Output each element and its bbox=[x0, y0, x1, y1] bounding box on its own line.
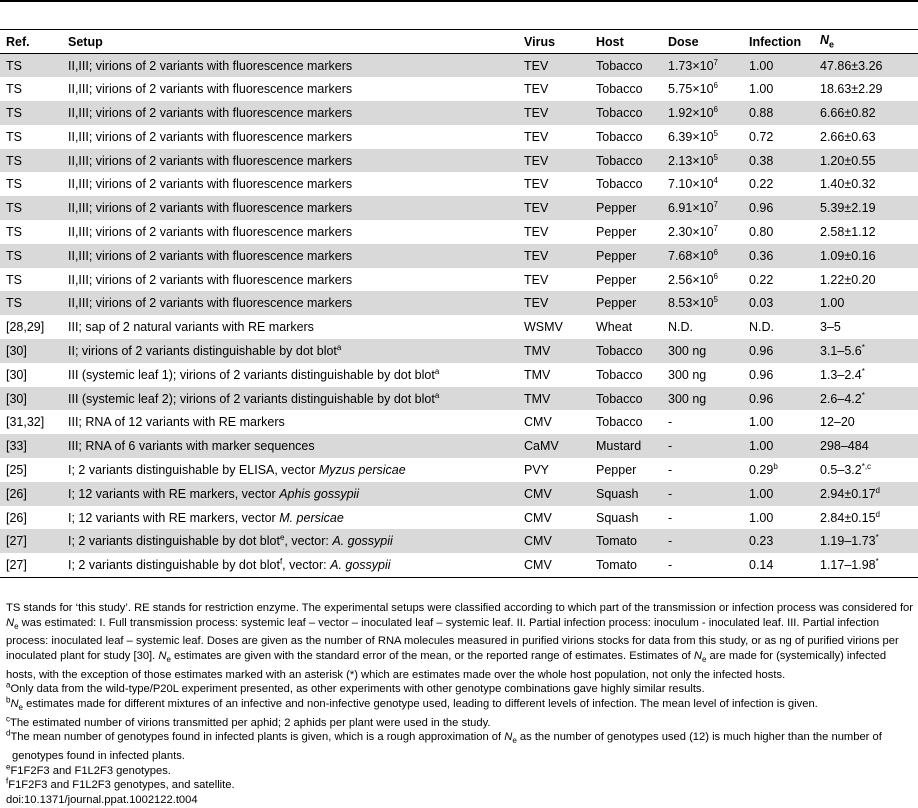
cell-dose: $7.68\times 10^6$ bbox=[668, 247, 718, 263]
cell-setup: III; sap of 2 natural variants with RE markers bbox=[68, 320, 314, 335]
footnote-e: $^e$F1F2F3 and F1L2F3 genotypes. bbox=[6, 762, 171, 777]
cell-ref: TS bbox=[6, 224, 22, 239]
cell-ref: [26] bbox=[6, 486, 27, 501]
cell-ne: 2.94±0.17$^d$ bbox=[820, 485, 880, 501]
cell-ne: 2.66±0.63 bbox=[820, 129, 876, 144]
cell-virus: TMV bbox=[524, 367, 551, 382]
cell-dose: $2.56\times 10^6$ bbox=[668, 271, 718, 287]
cell-dose: - bbox=[668, 510, 673, 525]
cell-host: Tobacco bbox=[596, 129, 643, 144]
cell-infection: 0.22 bbox=[749, 272, 774, 287]
cell-infection: 1.00 bbox=[749, 82, 774, 97]
cell-virus: WSMV bbox=[524, 320, 563, 335]
cell-host: Pepper bbox=[596, 272, 637, 287]
table-row bbox=[0, 363, 918, 387]
cell-setup: II,III; virions of 2 variants with fluorescence markers bbox=[68, 272, 353, 287]
cell-ref: [31,32] bbox=[6, 415, 45, 430]
table-row bbox=[0, 77, 918, 101]
cell-ref: TS bbox=[6, 82, 22, 97]
cell-ref: [27] bbox=[0, 553, 62, 577]
cell-virus: TMV bbox=[524, 343, 551, 358]
cell-infection: 0.29$^b$ bbox=[749, 461, 778, 477]
cell-infection: 0.80 bbox=[749, 224, 774, 239]
cell-infection: 0.96 bbox=[749, 343, 774, 358]
table-footnotes bbox=[6, 601, 914, 808]
cell-ref: [27] bbox=[6, 534, 27, 549]
cell-ne: 47.86±3.26 bbox=[820, 58, 883, 73]
cell-infection: 0.96 bbox=[749, 391, 774, 406]
cell-virus: TEV bbox=[524, 58, 549, 73]
table-row bbox=[0, 482, 918, 506]
cell-ne: 3–5 bbox=[820, 320, 841, 335]
cell-dose: $8.53\times 10^5$ bbox=[668, 295, 718, 311]
cell-setup: II,III; virions of 2 variants with fluorescence markers bbox=[68, 248, 353, 263]
cell-dose: 300 ng bbox=[668, 343, 707, 358]
cell-ne: 2.6–4.2* bbox=[820, 390, 865, 406]
cell-virus: TEV bbox=[524, 153, 549, 168]
footnote-main: TS stands for ‘this study’. RE stands for restriction enzyme. The experimental setups were classified according to which part of the transmission or infection process was considered for $N_e$ was estimated: I. Full transmission process: systemic leaf – vector – inoculated leaf – systemic leaf. II. Partial infection process: inoculum - inoculated leaf. III. Partial infection process: inoculated leaf – systemic leaf. Doses are given as the number of RNA molecules measured in purified virions stocks for data from this study, or as ng of purified virions per inoculated plant for study [30]. $N_e$ estimates are given with the standard error of the mean, or the reported range of estimates. Estimates of $N_e$ are made for (systemically) infected hosts, with the exception of those estimates marked with an asterisk (*) which are estimates made over the whole host population, not only the infected hosts. bbox=[6, 602, 914, 681]
cell-host: Tobacco bbox=[596, 177, 643, 192]
cell-ref: TS bbox=[6, 201, 22, 216]
cell-setup: II,III; virions of 2 variants with fluorescence markers bbox=[68, 58, 353, 73]
cell-infection: 1.00 bbox=[749, 58, 774, 73]
header-setup: Setup bbox=[62, 30, 518, 54]
cell-ref: TS bbox=[6, 129, 22, 144]
header-infection: Infection bbox=[743, 30, 814, 54]
cell-ne: 3.1–5.6* bbox=[820, 342, 865, 358]
cell-setup: I; 12 variants with RE markers, vector M. persicae bbox=[68, 510, 344, 525]
cell-infection: 0.36 bbox=[749, 248, 774, 263]
table-row bbox=[0, 125, 918, 149]
table-row bbox=[0, 458, 918, 482]
cell-dose: $2.30\times 10^7$ bbox=[668, 223, 718, 239]
table-row bbox=[0, 410, 918, 434]
table-row bbox=[0, 315, 918, 339]
cell-infection: 0.23 bbox=[749, 534, 774, 549]
cell-setup: III (systemic leaf 2); virions of 2 variants distinguishable by dot blot$^a$ bbox=[68, 390, 440, 406]
cell-setup: II,III; virions of 2 variants with fluorescence markers bbox=[68, 82, 353, 97]
cell-ref: [30] bbox=[6, 391, 27, 406]
cell-dose: $7.10\times 10^4$ bbox=[668, 176, 718, 192]
cell-virus: TEV bbox=[524, 82, 549, 97]
cell-setup: I; 2 variants distinguishable by dot blot$^f$, vector: A. gossypii bbox=[62, 553, 518, 577]
cell-host: Pepper bbox=[596, 296, 637, 311]
cell-ne: 1.17–1.98* bbox=[814, 553, 918, 577]
cell-virus: CMV bbox=[518, 553, 590, 577]
cell-setup: III (systemic leaf 1); virions of 2 variants distinguishable by dot blot$^a$ bbox=[68, 366, 440, 382]
table-row bbox=[0, 220, 918, 244]
cell-dose: $1.73\times 10^7$ bbox=[668, 57, 718, 73]
table-row bbox=[0, 268, 918, 292]
cell-infection: 0.96 bbox=[749, 367, 774, 382]
cell-dose: $1.92\times 10^6$ bbox=[668, 104, 718, 120]
cell-ne: 18.63±2.29 bbox=[820, 82, 883, 97]
table-row bbox=[0, 506, 918, 530]
cell-host: Tobacco bbox=[596, 153, 643, 168]
footnote-a: $^a$Only data from the wild-type/P20L experiment presented, as other experiments with other genotype combinations gave highly similar results. bbox=[6, 680, 705, 696]
cell-ne: 1.3–2.4* bbox=[820, 366, 865, 382]
header-ne: $N_e$ bbox=[814, 30, 918, 54]
cell-setup: III; RNA of 6 variants with marker sequences bbox=[68, 439, 315, 454]
cell-setup: I; 2 variants distinguishable by dot blot$^e$, vector: A. gossypii bbox=[68, 533, 393, 549]
cell-infection: 1.00 bbox=[749, 486, 774, 501]
cell-host: Tobacco bbox=[596, 58, 643, 73]
cell-setup: II,III; virions of 2 variants with fluorescence markers bbox=[68, 224, 353, 239]
footnote-c: $^c$The estimated number of virions transmitted per aphid; 2 aphids per plant were used in the study. bbox=[6, 714, 491, 729]
cell-host: Pepper bbox=[596, 201, 637, 216]
table-body bbox=[0, 54, 918, 578]
cell-virus: CMV bbox=[524, 486, 552, 501]
cell-ref: TS bbox=[6, 105, 22, 120]
cell-host: Tomato bbox=[596, 534, 637, 549]
cell-infection: 0.38 bbox=[749, 153, 774, 168]
table-row bbox=[0, 339, 918, 363]
table-row bbox=[0, 244, 918, 268]
cell-infection: 0.22 bbox=[749, 177, 774, 192]
cell-virus: CMV bbox=[524, 510, 552, 525]
footnote-b: $^bN_e$ estimates made for different mixtures of an infective and non-infective genotype used, leading to different levels of infection. The mean level of infection is given. bbox=[6, 695, 818, 713]
cell-dose: 300 ng bbox=[668, 367, 707, 382]
cell-dose: - bbox=[668, 534, 673, 549]
cell-dose: - bbox=[668, 439, 673, 454]
cell-ref: [33] bbox=[6, 439, 27, 454]
cell-dose: $6.91\times 10^7$ bbox=[668, 200, 718, 216]
cell-ne: $0.5-3.2^{*,c}$ bbox=[820, 461, 872, 477]
cell-ref: TS bbox=[6, 58, 22, 73]
cell-ref: TS bbox=[6, 248, 22, 263]
cell-virus: CaMV bbox=[524, 439, 559, 454]
cell-host: Tobacco bbox=[596, 82, 643, 97]
table-row bbox=[0, 196, 918, 220]
table-header-row bbox=[0, 30, 918, 54]
cell-ne: 1.00 bbox=[820, 296, 845, 311]
cell-setup: I; 12 variants with RE markers, vector Aphis gossypii bbox=[68, 486, 360, 501]
cell-host: Tobacco bbox=[596, 367, 643, 382]
cell-virus: PVY bbox=[524, 462, 550, 477]
cell-host: Squash bbox=[596, 510, 639, 525]
table-row bbox=[0, 54, 918, 78]
cell-ne: 2.84±0.15$^d$ bbox=[820, 509, 880, 525]
cell-infection: 1.00 bbox=[749, 415, 774, 430]
cell-host: Pepper bbox=[596, 224, 637, 239]
cell-ne: 12–20 bbox=[820, 415, 855, 430]
cell-setup: II,III; virions of 2 variants with fluorescence markers bbox=[68, 129, 353, 144]
cell-host: Tomato bbox=[590, 553, 662, 577]
ne-estimates-table bbox=[0, 29, 918, 578]
cell-infection: 0.88 bbox=[749, 105, 774, 120]
cell-dose: $6.39\times 10^5$ bbox=[668, 128, 718, 144]
cell-ref: [30] bbox=[6, 343, 27, 358]
cell-setup: II,III; virions of 2 variants with fluorescence markers bbox=[68, 201, 353, 216]
cell-virus: CMV bbox=[524, 415, 552, 430]
cell-infection: 1.00 bbox=[749, 439, 774, 454]
cell-infection: N.D. bbox=[749, 320, 774, 335]
cell-virus: TEV bbox=[524, 177, 549, 192]
table-row bbox=[0, 172, 918, 196]
header-ref: Ref. bbox=[0, 30, 62, 54]
cell-dose: N.D. bbox=[668, 320, 693, 335]
cell-dose: $2.13\times 10^5$ bbox=[668, 152, 718, 168]
cell-setup: III; RNA of 12 variants with RE markers bbox=[68, 415, 285, 430]
cell-host: Pepper bbox=[596, 248, 637, 263]
top-rule bbox=[0, 0, 918, 2]
cell-virus: TEV bbox=[524, 105, 549, 120]
cell-setup: II; virions of 2 variants distinguishable by dot blot$^a$ bbox=[68, 342, 342, 358]
cell-ref: [28,29] bbox=[6, 320, 45, 335]
cell-ne: 1.20±0.55 bbox=[820, 153, 876, 168]
table-row bbox=[0, 101, 918, 125]
cell-setup: II,III; virions of 2 variants with fluorescence markers bbox=[68, 105, 353, 120]
cell-host: Pepper bbox=[596, 462, 637, 477]
cell-host: Mustard bbox=[596, 439, 642, 454]
cell-virus: TEV bbox=[524, 201, 549, 216]
table-row bbox=[0, 149, 918, 173]
cell-infection: 1.00 bbox=[749, 510, 774, 525]
cell-virus: TMV bbox=[524, 391, 551, 406]
cell-ne: 5.39±2.19 bbox=[820, 201, 876, 216]
table-row bbox=[0, 553, 918, 577]
cell-host: Tobacco bbox=[596, 415, 643, 430]
cell-host: Tobacco bbox=[596, 343, 643, 358]
header-dose: Dose bbox=[662, 30, 743, 54]
cell-virus: CMV bbox=[524, 534, 552, 549]
cell-ref: TS bbox=[6, 296, 22, 311]
cell-setup: II,III; virions of 2 variants with fluorescence markers bbox=[68, 296, 353, 311]
cell-dose: $5.75\times 10^6$ bbox=[668, 81, 718, 97]
cell-host: Tobacco bbox=[596, 105, 643, 120]
header-virus: Virus bbox=[518, 30, 590, 54]
cell-ne: 1.40±0.32 bbox=[820, 177, 876, 192]
cell-setup: II,III; virions of 2 variants with fluorescence markers bbox=[68, 153, 353, 168]
cell-setup: I; 2 variants distinguishable by ELISA, vector Myzus persicae bbox=[68, 462, 406, 477]
cell-ne: 1.19–1.73* bbox=[820, 533, 879, 549]
cell-dose: - bbox=[668, 415, 673, 430]
cell-infection: 0.03 bbox=[749, 296, 774, 311]
table-row bbox=[0, 529, 918, 553]
footnote-f: $^f$F1F2F3 and F1L2F3 genotypes, and satellite. bbox=[6, 776, 235, 792]
footnote-d: $^d$The mean number of genotypes found in infected plants is given, which is a rough approximation of $N_e$ as the number of genotypes used (12) is much higher than the number of genotypes found in infected plants. bbox=[6, 728, 882, 763]
doi-label: doi:10.1371/journal.ppat.1002122.t004 bbox=[6, 794, 198, 807]
table-row bbox=[0, 291, 918, 315]
cell-dose: - bbox=[662, 553, 743, 577]
cell-ref: [30] bbox=[6, 367, 27, 382]
table-row bbox=[0, 387, 918, 411]
cell-ref: [25] bbox=[6, 462, 27, 477]
cell-ne: 298–484 bbox=[820, 439, 869, 454]
cell-host: Tobacco bbox=[596, 391, 643, 406]
cell-virus: TEV bbox=[524, 248, 549, 263]
cell-infection: 0.14 bbox=[743, 553, 814, 577]
table-row bbox=[0, 434, 918, 458]
cell-virus: TEV bbox=[524, 129, 549, 144]
cell-host: Wheat bbox=[596, 320, 633, 335]
cell-ne: 1.09±0.16 bbox=[820, 248, 876, 263]
cell-ne: 2.58±1.12 bbox=[820, 224, 876, 239]
cell-virus: TEV bbox=[524, 296, 549, 311]
cell-ref: TS bbox=[6, 177, 22, 192]
cell-dose: - bbox=[668, 462, 673, 477]
cell-setup: II,III; virions of 2 variants with fluorescence markers bbox=[68, 177, 353, 192]
cell-infection: 0.96 bbox=[749, 201, 774, 216]
cell-host: Squash bbox=[596, 486, 639, 501]
cell-virus: TEV bbox=[524, 272, 549, 287]
cell-dose: 300 ng bbox=[668, 391, 707, 406]
cell-ne: 6.66±0.82 bbox=[820, 105, 876, 120]
cell-ne: 1.22±0.20 bbox=[820, 272, 876, 287]
cell-infection: 0.72 bbox=[749, 129, 774, 144]
cell-ref: TS bbox=[6, 272, 22, 287]
cell-dose: - bbox=[668, 486, 673, 501]
cell-ref: [26] bbox=[6, 510, 27, 525]
header-host: Host bbox=[590, 30, 662, 54]
cell-ref: TS bbox=[6, 153, 22, 168]
cell-virus: TEV bbox=[524, 224, 549, 239]
